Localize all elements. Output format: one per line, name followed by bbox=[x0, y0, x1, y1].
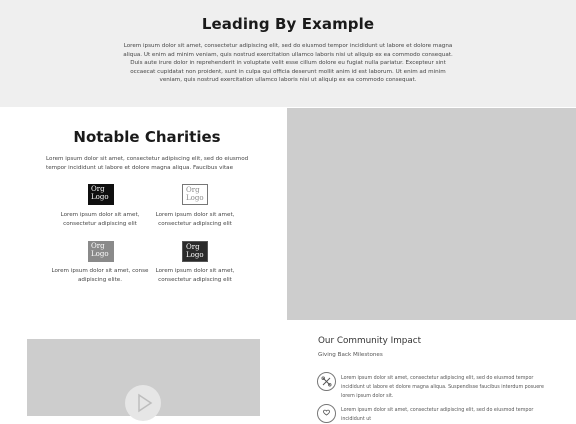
hero-section bbox=[0, 0, 576, 107]
logo-text: Org bbox=[91, 185, 105, 193]
impact-title: Our Community Impact bbox=[318, 336, 422, 346]
charities-title: Notable Charities bbox=[73, 128, 221, 146]
charities-intro: Lorem ipsum dolor sit amet, consectetur adipiscing elit, sed do eiusmod tempor incididunt ut labore et dolore magna aliqua. Faucibus vitae bbox=[46, 156, 249, 171]
logo-text: Org bbox=[186, 186, 200, 194]
org-caption: Lorem ipsum dolor sit amet, consectetur adipiscing elit bbox=[155, 268, 235, 283]
impact-item-text: Lorem ipsum dolor sit amet, consectetur adipiscing elit, sed do eiusmod tempor incididunt ut bbox=[341, 408, 534, 422]
logo-text: Logo bbox=[186, 194, 204, 202]
charities-section bbox=[0, 108, 287, 320]
org-caption: Lorem ipsum dolor sit amet, conse adipiscing elite. bbox=[51, 268, 149, 283]
org-logo[interactable] bbox=[88, 241, 114, 262]
video-placeholder[interactable] bbox=[27, 339, 260, 416]
org-logo[interactable] bbox=[182, 241, 208, 262]
logo-text: Logo bbox=[186, 251, 204, 259]
heart-hand-icon bbox=[317, 404, 336, 423]
org-caption: Lorem ipsum dolor sit amet, consectetur adipiscing elit bbox=[155, 212, 235, 227]
hero-body: Lorem ipsum dolor sit amet, consectetur adipiscing elit, sed do eiusmod tempor incididunt ut labore et dolore magna aliqua. Ut enim ad minim veniam, quis nostrud exercitation ullamco laboris nisi ut aliquip ex ea commodo consequat. Duis aute irure dolor in reprehenderit in voluptate velit esse cillum dolore eu fugiat nulla pariatur. Excepteur sint occaecat cupidatat non proident, sunt in culpa qui officia deserunt mollit anim id est laborum. Ut enim ad minim veniam, quis nostrud exercitation ullamco laboris nisi ut aliquip ex ea commodo consequat. bbox=[123, 43, 453, 84]
logo-text: Logo bbox=[91, 250, 109, 258]
logo-text: Logo bbox=[91, 193, 109, 201]
image-placeholder bbox=[287, 108, 576, 320]
org-logo[interactable] bbox=[88, 184, 114, 205]
logo-text: Org bbox=[91, 242, 105, 250]
impact-item-text: Lorem ipsum dolor sit amet, consectetur adipiscing elit, sed do eiusmod tempor incididunt ut labore et dolore magna aliqua. Suspendisse faucibus interdum posuere lorem ipsum dolor sit. bbox=[341, 376, 544, 399]
impact-subtitle: Giving Back Milestones bbox=[318, 352, 383, 358]
hero-title: Leading By Example bbox=[201, 15, 375, 33]
org-logo[interactable] bbox=[182, 184, 208, 205]
org-caption: Lorem ipsum dolor sit amet, consectetur adipiscing elit bbox=[60, 212, 140, 227]
tools-icon bbox=[317, 372, 336, 391]
logo-text: Org bbox=[186, 243, 200, 251]
